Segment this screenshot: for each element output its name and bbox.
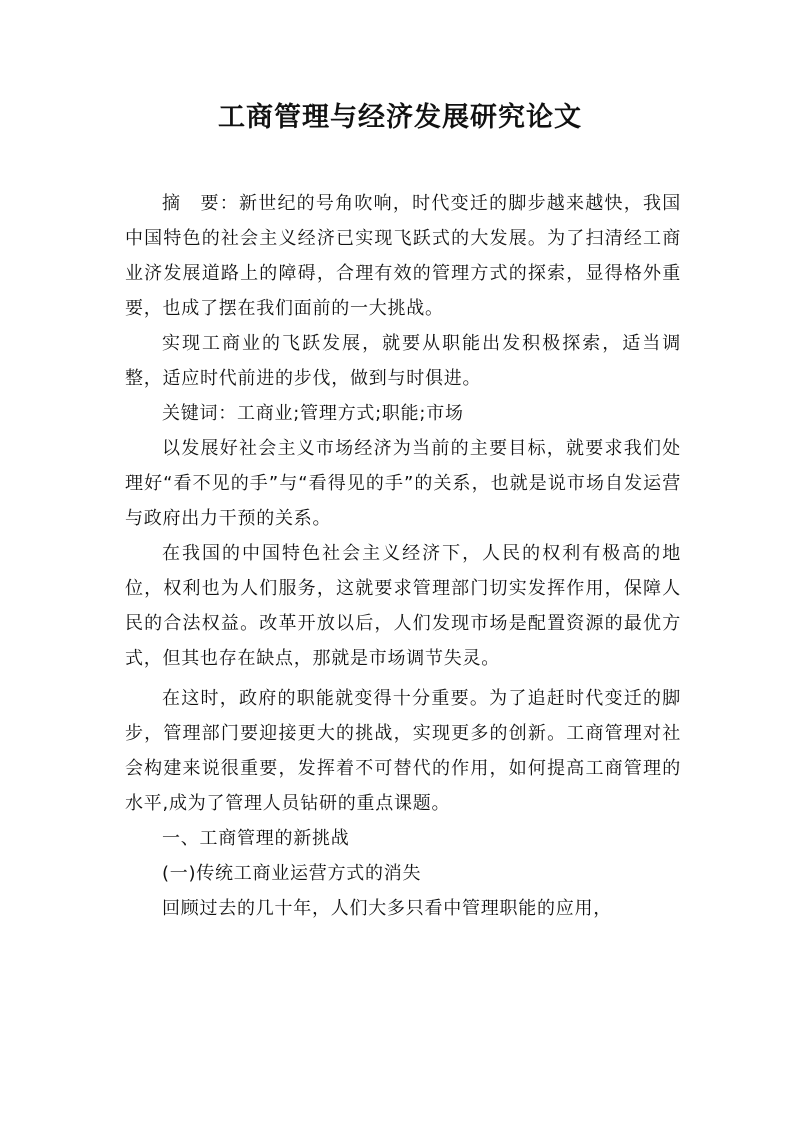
body-paragraph: 在我国的中国特色社会主义经济下，人民的权利有极高的地位，权利也为人们服务，这就要求管理部门切实发挥作用，保障人民的合法权益。改革开放以后，人们发现市场是配置资源的最优方式，但其也存在缺点，那就是市场调节失灵。 xyxy=(125,543,681,669)
body-paragraph: 以发展好社会主义市场经济为当前的主要目标，就要求我们处理好“看不见的手”与“看得见的手”的关系，也就是说市场自发运营与政府出力干预的关系。 xyxy=(125,438,681,529)
document-body xyxy=(125,186,681,926)
section-heading: 一、工商管理的新挑战 xyxy=(162,828,350,849)
body-paragraph: 回顾过去的几十年，人们大多只看中管理职能的应用， xyxy=(162,898,612,919)
body-paragraph: 在这时，政府的职能就变得十分重要。为了追赶时代变迁的脚步，管理部门要迎接更大的挑战，实现更多的创新。工商管理对社会构建来说很重要，发挥着不可替代的作用，如何提高工商管理的水平,成为了管理人员钻研的重点课题。 xyxy=(125,688,681,814)
document-title: 工商管理与经济发展研究论文 xyxy=(218,102,582,133)
subsection-heading: (一)传统工商业运营方式的消失 xyxy=(162,863,422,884)
abstract-paragraph: 摘 要：新世纪的号角吹响，时代变迁的脚步越来越快，我国中国特色的社会主义经济已实现飞跃式的大发展。为了扫清经工商业济发展道路上的障碍，合理有效的管理方式的探索，显得格外重要，也成了摆在我们面前的一大挑战。 xyxy=(125,193,681,319)
keywords-line: 关键词：工商业;管理方式;职能;市场 xyxy=(162,403,464,424)
abstract-paragraph-2: 实现工商业的飞跃发展，就要从职能出发积极探索，适当调整，适应时代前进的步伐，做到与时俱进。 xyxy=(125,333,681,389)
